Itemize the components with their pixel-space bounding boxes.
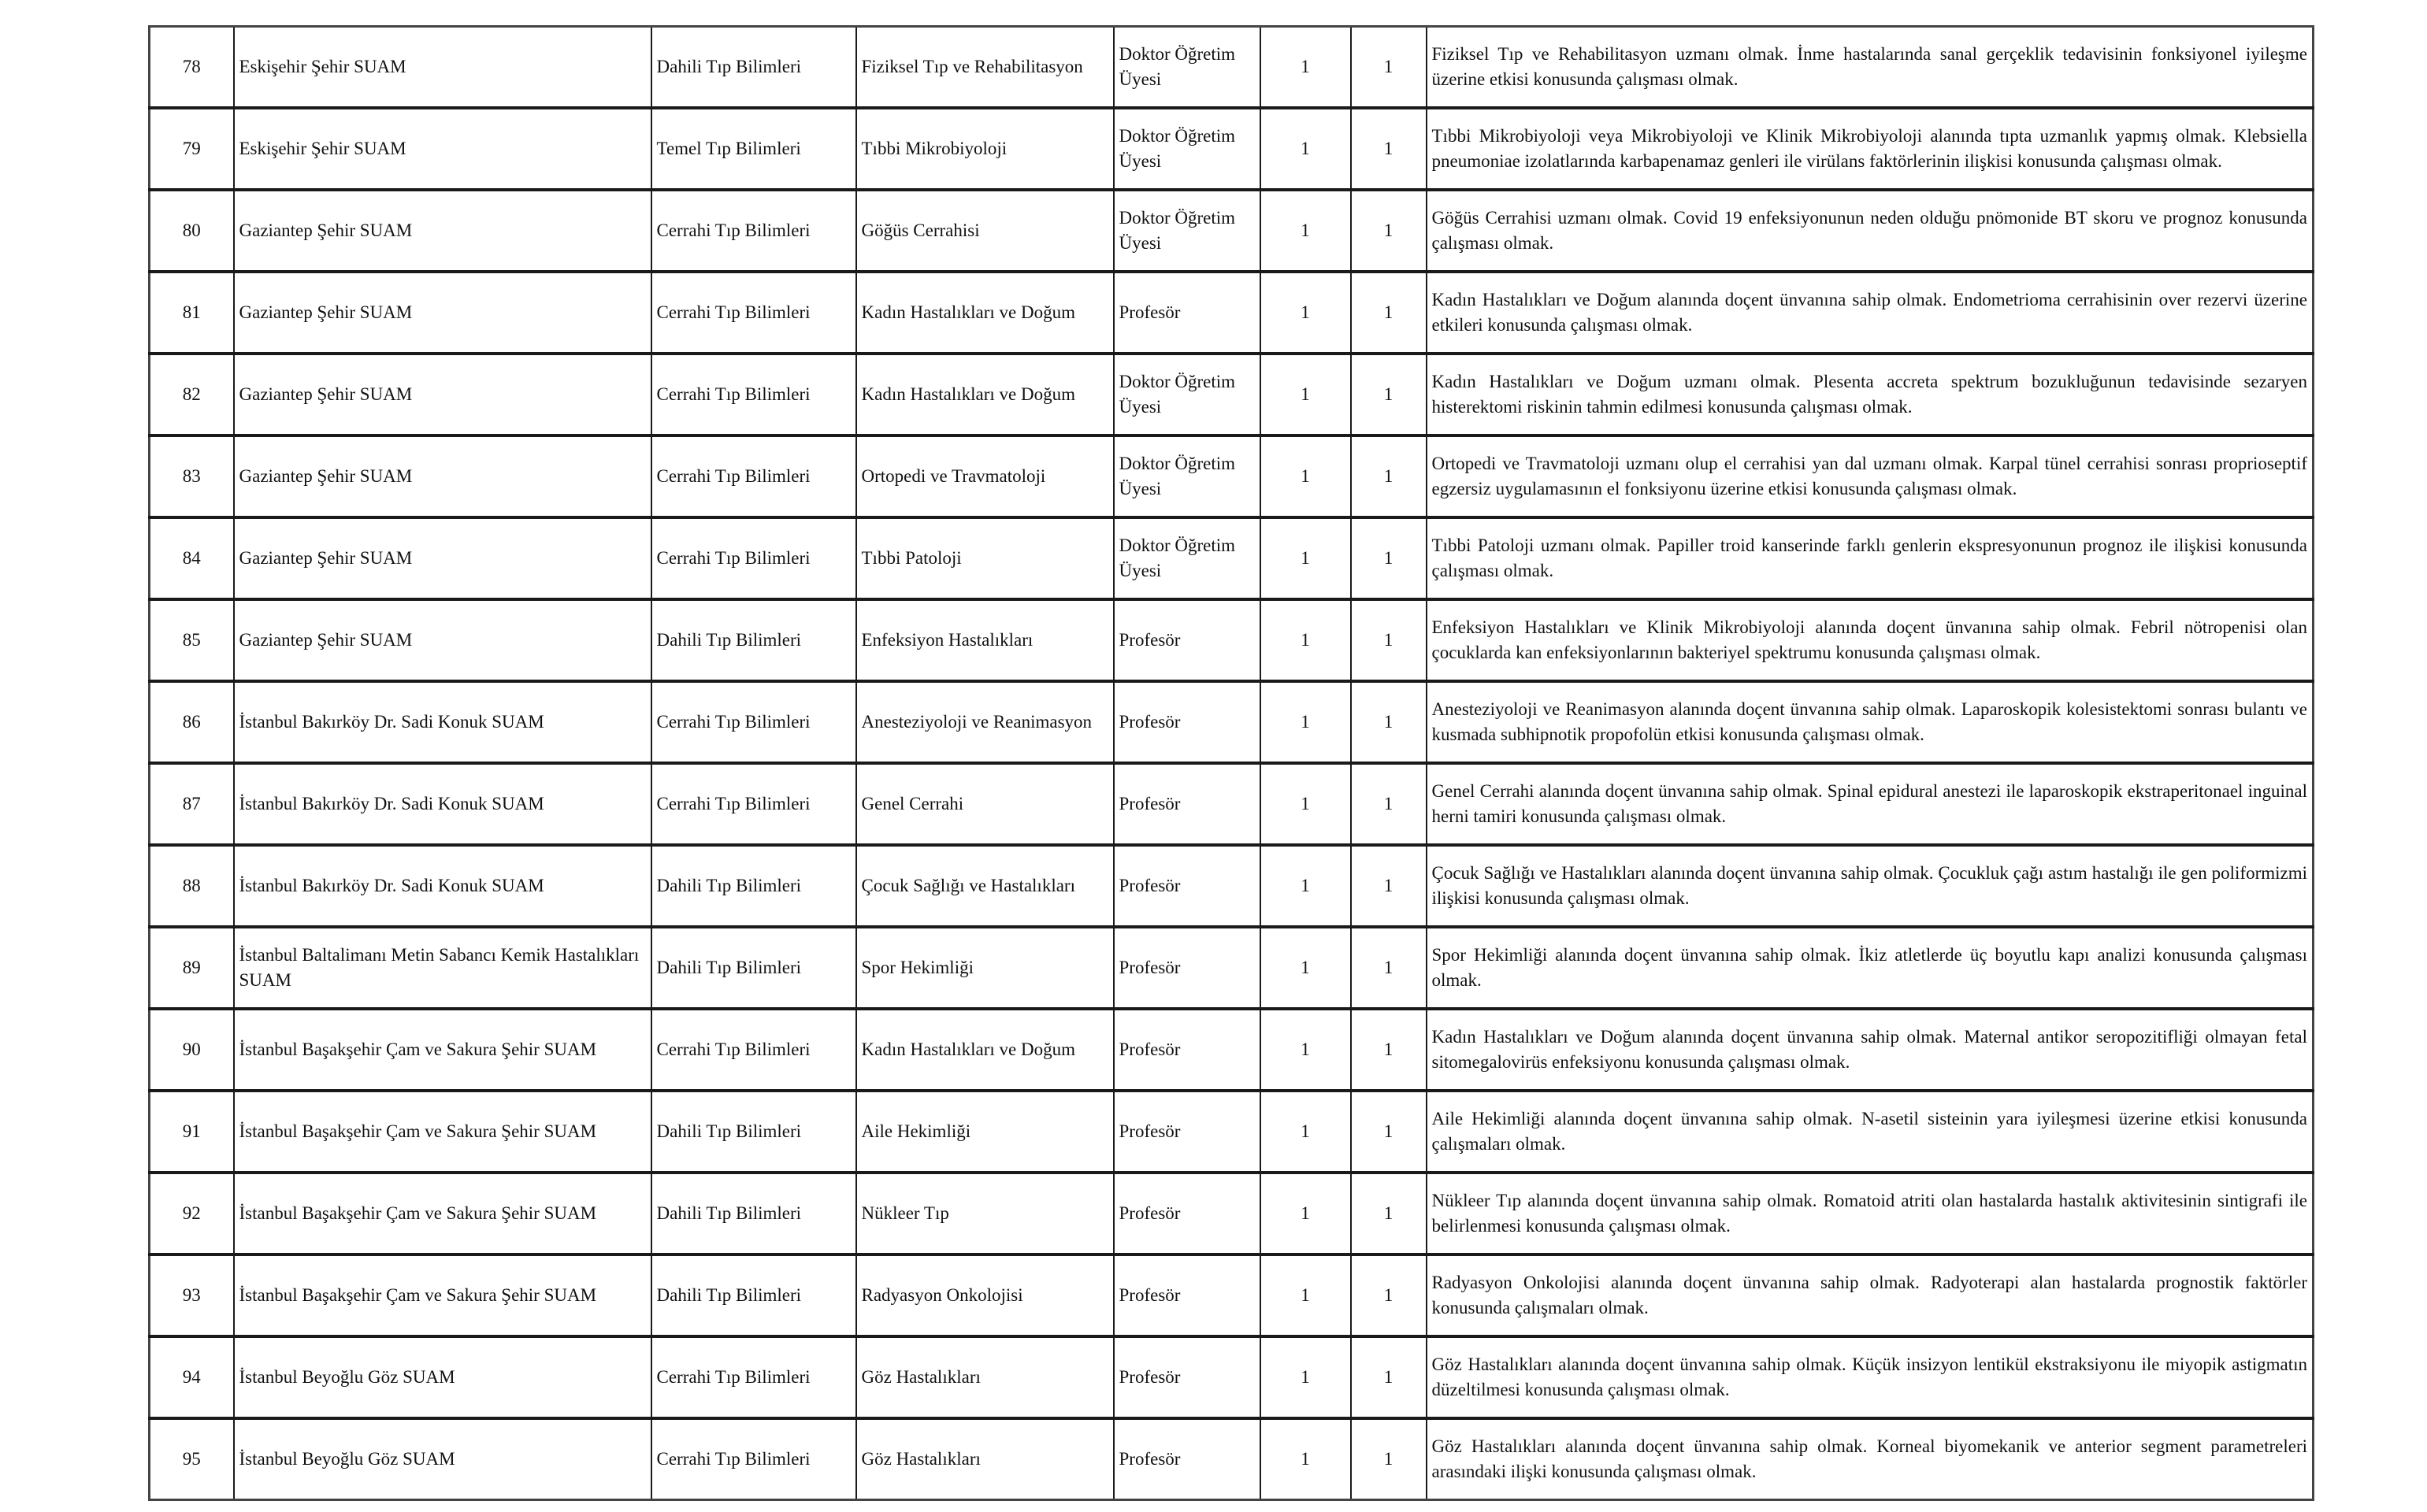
department-cell: Göğüs Cerrahisi xyxy=(856,190,1114,272)
department-cell: Anesteziyoloji ve Reanimasyon xyxy=(856,681,1114,763)
requirement-cell: Genel Cerrahi alanında doçent ünvanına sahip olmak. Spinal epidural anestezi ile laparoskopik ekstraperitonael inguinal herni tamiri konusunda çalışması olmak. xyxy=(1427,763,2314,845)
field-cell: Cerrahi Tıp Bilimleri xyxy=(651,272,856,354)
department-cell: Radyasyon Onkolojisi xyxy=(856,1254,1114,1336)
title-cell: Profesör xyxy=(1114,1009,1260,1091)
institution-cell: Gaziantep Şehir SUAM xyxy=(234,599,651,681)
table-row xyxy=(150,517,2314,599)
count-cell: 1 xyxy=(1351,599,1427,681)
requirement-cell: Göğüs Cerrahisi uzmanı olmak. Covid 19 enfeksiyonunun neden olduğu pnömonide BT skoru ve prognoz konusunda çalışması olmak. xyxy=(1427,190,2314,272)
table-row xyxy=(150,845,2314,927)
field-cell: Cerrahi Tıp Bilimleri xyxy=(651,190,856,272)
count-cell: 1 xyxy=(1260,1336,1351,1418)
table-row xyxy=(150,1173,2314,1254)
table-row xyxy=(150,1418,2314,1500)
requirement-cell: Kadın Hastalıkları ve Doğum alanında doçent ünvanına sahip olmak. Maternal antikor seropozitifliği olmayan fetal sitomegalovirüs enfeksiyonu konusunda çalışması olmak. xyxy=(1427,1009,2314,1091)
row-number: 89 xyxy=(150,927,234,1009)
institution-cell: İstanbul Baltalimanı Metin Sabancı Kemik Hastalıkları SUAM xyxy=(234,927,651,1009)
table-row xyxy=(150,435,2314,517)
requirement-cell: Radyasyon Onkolojisi alanında doçent ünvanına sahip olmak. Radyoterapi alan hastalarda prognostik faktörler konusunda çalışmaları olmak. xyxy=(1427,1254,2314,1336)
institution-cell: Gaziantep Şehir SUAM xyxy=(234,517,651,599)
count-cell: 1 xyxy=(1260,272,1351,354)
department-cell: Fiziksel Tıp ve Rehabilitasyon xyxy=(856,27,1114,109)
count-cell: 1 xyxy=(1260,435,1351,517)
count-cell: 1 xyxy=(1260,1173,1351,1254)
requirement-cell: Göz Hastalıkları alanında doçent ünvanına sahip olmak. Küçük insizyon lentikül ekstraksiyonu ile miyopik astigmatın düzeltilmesi konusunda çalışması olmak. xyxy=(1427,1336,2314,1418)
count-cell: 1 xyxy=(1351,1418,1427,1500)
count-cell: 1 xyxy=(1351,272,1427,354)
field-cell: Dahili Tıp Bilimleri xyxy=(651,27,856,109)
title-cell: Profesör xyxy=(1114,272,1260,354)
count-cell: 1 xyxy=(1260,190,1351,272)
title-cell: Doktor Öğretim Üyesi xyxy=(1114,517,1260,599)
field-cell: Dahili Tıp Bilimleri xyxy=(651,599,856,681)
count-cell: 1 xyxy=(1260,1418,1351,1500)
field-cell: Temel Tıp Bilimleri xyxy=(651,108,856,190)
department-cell: Kadın Hastalıkları ve Doğum xyxy=(856,272,1114,354)
title-cell: Profesör xyxy=(1114,1254,1260,1336)
field-cell: Dahili Tıp Bilimleri xyxy=(651,1091,856,1173)
row-number: 83 xyxy=(150,435,234,517)
row-number: 86 xyxy=(150,681,234,763)
department-cell: Göz Hastalıkları xyxy=(856,1336,1114,1418)
row-number: 87 xyxy=(150,763,234,845)
count-cell: 1 xyxy=(1351,1336,1427,1418)
count-cell: 1 xyxy=(1260,681,1351,763)
requirement-cell: Kadın Hastalıkları ve Doğum uzmanı olmak. Plesenta accreta spektrum bozukluğunun tedavisinde sezaryen histerektomi riskinin tahmin edilmesi konusunda çalışması olmak. xyxy=(1427,354,2314,435)
field-cell: Cerrahi Tıp Bilimleri xyxy=(651,681,856,763)
department-cell: Aile Hekimliği xyxy=(856,1091,1114,1173)
department-cell: Göz Hastalıkları xyxy=(856,1418,1114,1500)
field-cell: Cerrahi Tıp Bilimleri xyxy=(651,517,856,599)
count-cell: 1 xyxy=(1260,845,1351,927)
title-cell: Profesör xyxy=(1114,681,1260,763)
title-cell: Profesör xyxy=(1114,1091,1260,1173)
field-cell: Cerrahi Tıp Bilimleri xyxy=(651,1009,856,1091)
requirement-cell: Nükleer Tıp alanında doçent ünvanına sahip olmak. Romatoid atriti olan hastalarda hastalık aktivitesinin sintigrafi ile belirlenmesi konusunda çalışması olmak. xyxy=(1427,1173,2314,1254)
department-cell: Kadın Hastalıkları ve Doğum xyxy=(856,354,1114,435)
institution-cell: İstanbul Beyoğlu Göz SUAM xyxy=(234,1418,651,1500)
requirement-cell: Tıbbi Mikrobiyoloji veya Mikrobiyoloji ve Klinik Mikrobiyoloji alanında tıpta uzmanlık yapmış olmak. Klebsiella pneumoniae izolatlarında karbapenamaz genleri ile virülans faktörlerinin ilişkisi konusunda çalışması olmak. xyxy=(1427,108,2314,190)
institution-cell: Eskişehir Şehir SUAM xyxy=(234,108,651,190)
department-cell: Enfeksiyon Hastalıkları xyxy=(856,599,1114,681)
positions-table xyxy=(148,25,2314,1501)
field-cell: Dahili Tıp Bilimleri xyxy=(651,1254,856,1336)
institution-cell: Gaziantep Şehir SUAM xyxy=(234,354,651,435)
count-cell: 1 xyxy=(1351,681,1427,763)
department-cell: Nükleer Tıp xyxy=(856,1173,1114,1254)
row-number: 88 xyxy=(150,845,234,927)
title-cell: Profesör xyxy=(1114,763,1260,845)
count-cell: 1 xyxy=(1351,1173,1427,1254)
requirement-cell: Spor Hekimliği alanında doçent ünvanına sahip olmak. İkiz atletlerde üç boyutlu kapı analizi konusunda çalışması olmak. xyxy=(1427,927,2314,1009)
institution-cell: İstanbul Bakırköy Dr. Sadi Konuk SUAM xyxy=(234,681,651,763)
institution-cell: İstanbul Bakırköy Dr. Sadi Konuk SUAM xyxy=(234,845,651,927)
requirement-cell: Çocuk Sağlığı ve Hastalıkları alanında doçent ünvanına sahip olmak. Çocukluk çağı astım hastalığı ile gen poliformizmi ilişkisi konusunda çalışması olmak. xyxy=(1427,845,2314,927)
table-row xyxy=(150,681,2314,763)
count-cell: 1 xyxy=(1260,599,1351,681)
title-cell: Profesör xyxy=(1114,1336,1260,1418)
count-cell: 1 xyxy=(1260,1091,1351,1173)
table-row xyxy=(150,1254,2314,1336)
row-number: 79 xyxy=(150,108,234,190)
count-cell: 1 xyxy=(1260,354,1351,435)
count-cell: 1 xyxy=(1351,27,1427,109)
department-cell: Çocuk Sağlığı ve Hastalıkları xyxy=(856,845,1114,927)
institution-cell: İstanbul Başakşehir Çam ve Sakura Şehir SUAM xyxy=(234,1254,651,1336)
row-number: 84 xyxy=(150,517,234,599)
table-row xyxy=(150,108,2314,190)
field-cell: Dahili Tıp Bilimleri xyxy=(651,845,856,927)
table-row xyxy=(150,354,2314,435)
title-cell: Doktor Öğretim Üyesi xyxy=(1114,190,1260,272)
count-cell: 1 xyxy=(1351,354,1427,435)
table-row xyxy=(150,1091,2314,1173)
count-cell: 1 xyxy=(1351,1091,1427,1173)
count-cell: 1 xyxy=(1351,190,1427,272)
table-row xyxy=(150,1336,2314,1418)
count-cell: 1 xyxy=(1351,763,1427,845)
row-number: 85 xyxy=(150,599,234,681)
count-cell: 1 xyxy=(1260,1009,1351,1091)
row-number: 94 xyxy=(150,1336,234,1418)
count-cell: 1 xyxy=(1260,27,1351,109)
requirement-cell: Göz Hastalıkları alanında doçent ünvanına sahip olmak. Korneal biyomekanik ve anterior segment parametreleri arasındaki ilişki konusunda çalışması olmak. xyxy=(1427,1418,2314,1500)
field-cell: Cerrahi Tıp Bilimleri xyxy=(651,763,856,845)
field-cell: Cerrahi Tıp Bilimleri xyxy=(651,1418,856,1500)
table-row xyxy=(150,1009,2314,1091)
title-cell: Profesör xyxy=(1114,845,1260,927)
count-cell: 1 xyxy=(1351,1009,1427,1091)
field-cell: Dahili Tıp Bilimleri xyxy=(651,927,856,1009)
table-row xyxy=(150,272,2314,354)
institution-cell: Gaziantep Şehir SUAM xyxy=(234,272,651,354)
requirement-cell: Ortopedi ve Travmatoloji uzmanı olup el cerrahisi yan dal uzmanı olmak. Karpal tünel cerrahisi sonrası proprioseptif egzersiz uygulamasının el fonksiyonu üzerine etkisi konusunda çalışması olmak. xyxy=(1427,435,2314,517)
title-cell: Doktor Öğretim Üyesi xyxy=(1114,354,1260,435)
count-cell: 1 xyxy=(1351,108,1427,190)
row-number: 81 xyxy=(150,272,234,354)
institution-cell: İstanbul Beyoğlu Göz SUAM xyxy=(234,1336,651,1418)
institution-cell: İstanbul Başakşehir Çam ve Sakura Şehir SUAM xyxy=(234,1009,651,1091)
requirement-cell: Anesteziyoloji ve Reanimasyon alanında doçent ünvanına sahip olmak. Laparoskopik kolesistektomi sonrası bulantı ve kusmada subhipnotik propofolün etkisi konusunda çalışması olmak. xyxy=(1427,681,2314,763)
requirement-cell: Aile Hekimliği alanında doçent ünvanına sahip olmak. N-asetil sisteinin yara iyileşmesi üzerine etkisi konusunda çalışmaları olmak. xyxy=(1427,1091,2314,1173)
row-number: 93 xyxy=(150,1254,234,1336)
department-cell: Kadın Hastalıkları ve Doğum xyxy=(856,1009,1114,1091)
count-cell: 1 xyxy=(1351,927,1427,1009)
field-cell: Dahili Tıp Bilimleri xyxy=(651,1173,856,1254)
institution-cell: Gaziantep Şehir SUAM xyxy=(234,435,651,517)
table-body xyxy=(150,27,2314,1500)
row-number: 78 xyxy=(150,27,234,109)
title-cell: Doktor Öğretim Üyesi xyxy=(1114,27,1260,109)
institution-cell: İstanbul Bakırköy Dr. Sadi Konuk SUAM xyxy=(234,763,651,845)
row-number: 92 xyxy=(150,1173,234,1254)
count-cell: 1 xyxy=(1260,763,1351,845)
row-number: 90 xyxy=(150,1009,234,1091)
requirement-cell: Enfeksiyon Hastalıkları ve Klinik Mikrobiyoloji alanında doçent ünvanına sahip olmak. Febril nötropenisi olan çocuklarda kan enfeksiyonlarının bakteriyel spektrumu konusunda çalışması olmak. xyxy=(1427,599,2314,681)
table-row xyxy=(150,927,2314,1009)
field-cell: Cerrahi Tıp Bilimleri xyxy=(651,354,856,435)
row-number: 82 xyxy=(150,354,234,435)
requirement-cell: Fiziksel Tıp ve Rehabilitasyon uzmanı olmak. İnme hastalarında sanal gerçeklik tedavisinin fonksiyonel iyileşme üzerine etkisi konusunda çalışması olmak. xyxy=(1427,27,2314,109)
institution-cell: Gaziantep Şehir SUAM xyxy=(234,190,651,272)
count-cell: 1 xyxy=(1351,435,1427,517)
table-row xyxy=(150,190,2314,272)
row-number: 95 xyxy=(150,1418,234,1500)
department-cell: Ortopedi ve Travmatoloji xyxy=(856,435,1114,517)
count-cell: 1 xyxy=(1260,927,1351,1009)
row-number: 91 xyxy=(150,1091,234,1173)
department-cell: Tıbbi Mikrobiyoloji xyxy=(856,108,1114,190)
count-cell: 1 xyxy=(1351,517,1427,599)
title-cell: Profesör xyxy=(1114,1418,1260,1500)
count-cell: 1 xyxy=(1260,1254,1351,1336)
title-cell: Profesör xyxy=(1114,927,1260,1009)
department-cell: Tıbbi Patoloji xyxy=(856,517,1114,599)
title-cell: Doktor Öğretim Üyesi xyxy=(1114,108,1260,190)
field-cell: Cerrahi Tıp Bilimleri xyxy=(651,435,856,517)
title-cell: Profesör xyxy=(1114,1173,1260,1254)
table-row xyxy=(150,599,2314,681)
count-cell: 1 xyxy=(1351,1254,1427,1336)
title-cell: Profesör xyxy=(1114,599,1260,681)
department-cell: Spor Hekimliği xyxy=(856,927,1114,1009)
institution-cell: Eskişehir Şehir SUAM xyxy=(234,27,651,109)
table-row xyxy=(150,763,2314,845)
field-cell: Cerrahi Tıp Bilimleri xyxy=(651,1336,856,1418)
count-cell: 1 xyxy=(1351,845,1427,927)
requirement-cell: Kadın Hastalıkları ve Doğum alanında doçent ünvanına sahip olmak. Endometrioma cerrahisinin over rezervi üzerine etkileri konusunda çalışması olmak. xyxy=(1427,272,2314,354)
table-row xyxy=(150,27,2314,109)
row-number: 80 xyxy=(150,190,234,272)
department-cell: Genel Cerrahi xyxy=(856,763,1114,845)
institution-cell: İstanbul Başakşehir Çam ve Sakura Şehir SUAM xyxy=(234,1173,651,1254)
count-cell: 1 xyxy=(1260,517,1351,599)
institution-cell: İstanbul Başakşehir Çam ve Sakura Şehir SUAM xyxy=(234,1091,651,1173)
title-cell: Doktor Öğretim Üyesi xyxy=(1114,435,1260,517)
count-cell: 1 xyxy=(1260,108,1351,190)
requirement-cell: Tıbbi Patoloji uzmanı olmak. Papiller troid kanserinde farklı genlerin ekspresyonunun prognoz ile ilişkisi konusunda çalışması olmak. xyxy=(1427,517,2314,599)
